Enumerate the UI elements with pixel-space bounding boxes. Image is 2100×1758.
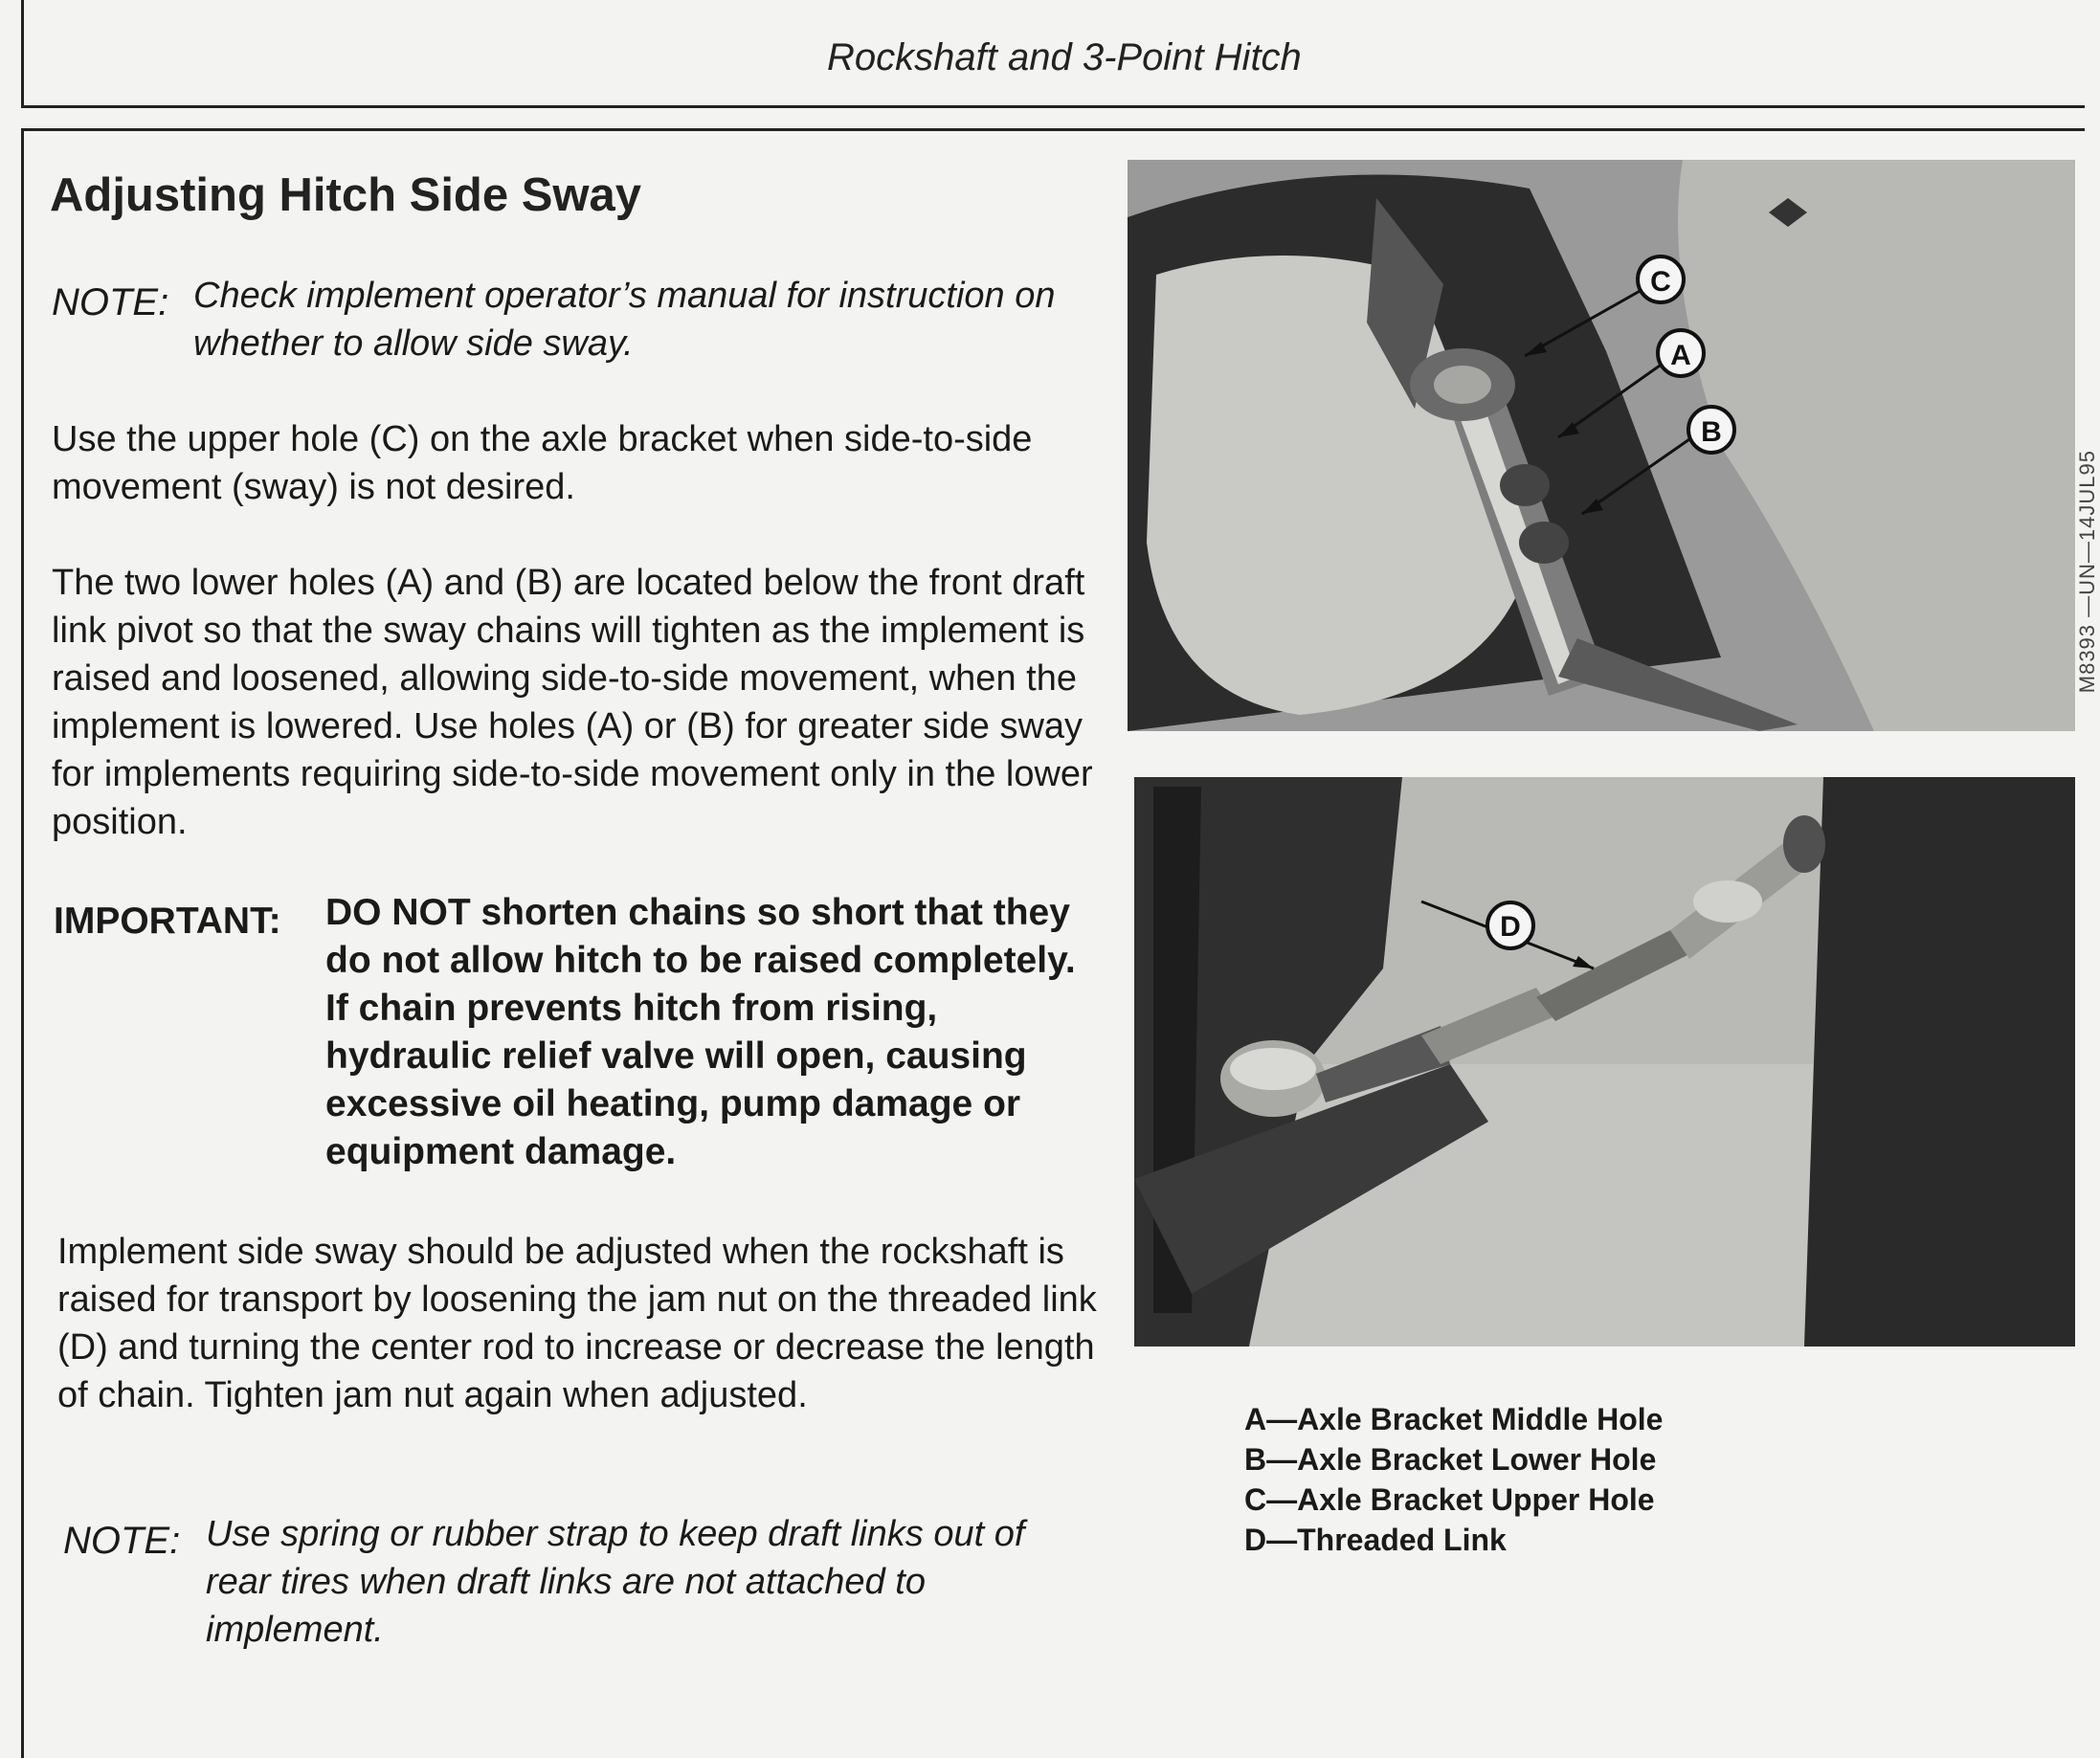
callout-c: C bbox=[1650, 266, 1671, 298]
threaded-link-photo bbox=[1134, 777, 2075, 1346]
paragraph-upper-hole: Use the upper hole (C) on the axle bracket when side-to-side movement (sway) is not desired. bbox=[52, 419, 1033, 507]
callout-b: B bbox=[1701, 416, 1722, 448]
important-label: IMPORTANT: bbox=[54, 901, 281, 942]
figure-code: M8393 —UN—14JUL95 bbox=[2075, 450, 2099, 694]
note1-label: NOTE: bbox=[52, 281, 169, 323]
figure-legend bbox=[1244, 1399, 1663, 1560]
note1-text: Check implement operator’s manual for instruction on whether to allow side sway. bbox=[193, 276, 1056, 364]
callout-a: A bbox=[1670, 340, 1691, 371]
note2-label: NOTE: bbox=[63, 1520, 181, 1562]
legend-item: B—Axle Bracket Lower Hole bbox=[1244, 1442, 1657, 1477]
page-header-title: Rockshaft and 3-Point Hitch bbox=[827, 36, 1302, 78]
threaded-link-illustration bbox=[1134, 777, 2075, 1346]
paragraph-lower-holes: The two lower holes (A) and (B) are located below the front draft link pivot so that the sway chains will tighten as the implement is raised and loosened, allowing side-to-side movement, when the implement is lowered. Use holes (A) or (B) for greater side sway for implements requiring side-to-side movement only in the lower position. bbox=[52, 563, 1093, 842]
legend-item: D—Threaded Link bbox=[1244, 1523, 1507, 1557]
callout-d: D bbox=[1500, 911, 1521, 943]
legend-item: C—Axle Bracket Upper Hole bbox=[1244, 1482, 1655, 1517]
note2-text: Use spring or rubber strap to keep draft links out of rear tires when draft links are not attached to implement. bbox=[206, 1514, 1025, 1650]
important-text: DO NOT shorten chains so short that they do not allow hitch to be raised completely. If chain prevents hitch from rising, hydraulic relief valve will open, causing excessive oil heating, pump damage or equipment damage. bbox=[325, 892, 1076, 1172]
legend-item: A—Axle Bracket Middle Hole bbox=[1244, 1402, 1664, 1436]
section-title: Adjusting Hitch Side Sway bbox=[50, 169, 642, 221]
paragraph-adjust-sway: Implement side sway should be adjusted when the rockshaft is raised for transport by loosening the jam nut on the threaded link (D) and turning the center rod to increase or decrease the length of chain. Tighten jam nut again when adjusted. bbox=[57, 1232, 1097, 1415]
axle-bracket-illustration bbox=[1128, 160, 2075, 731]
axle-bracket-photo bbox=[1128, 160, 2075, 731]
